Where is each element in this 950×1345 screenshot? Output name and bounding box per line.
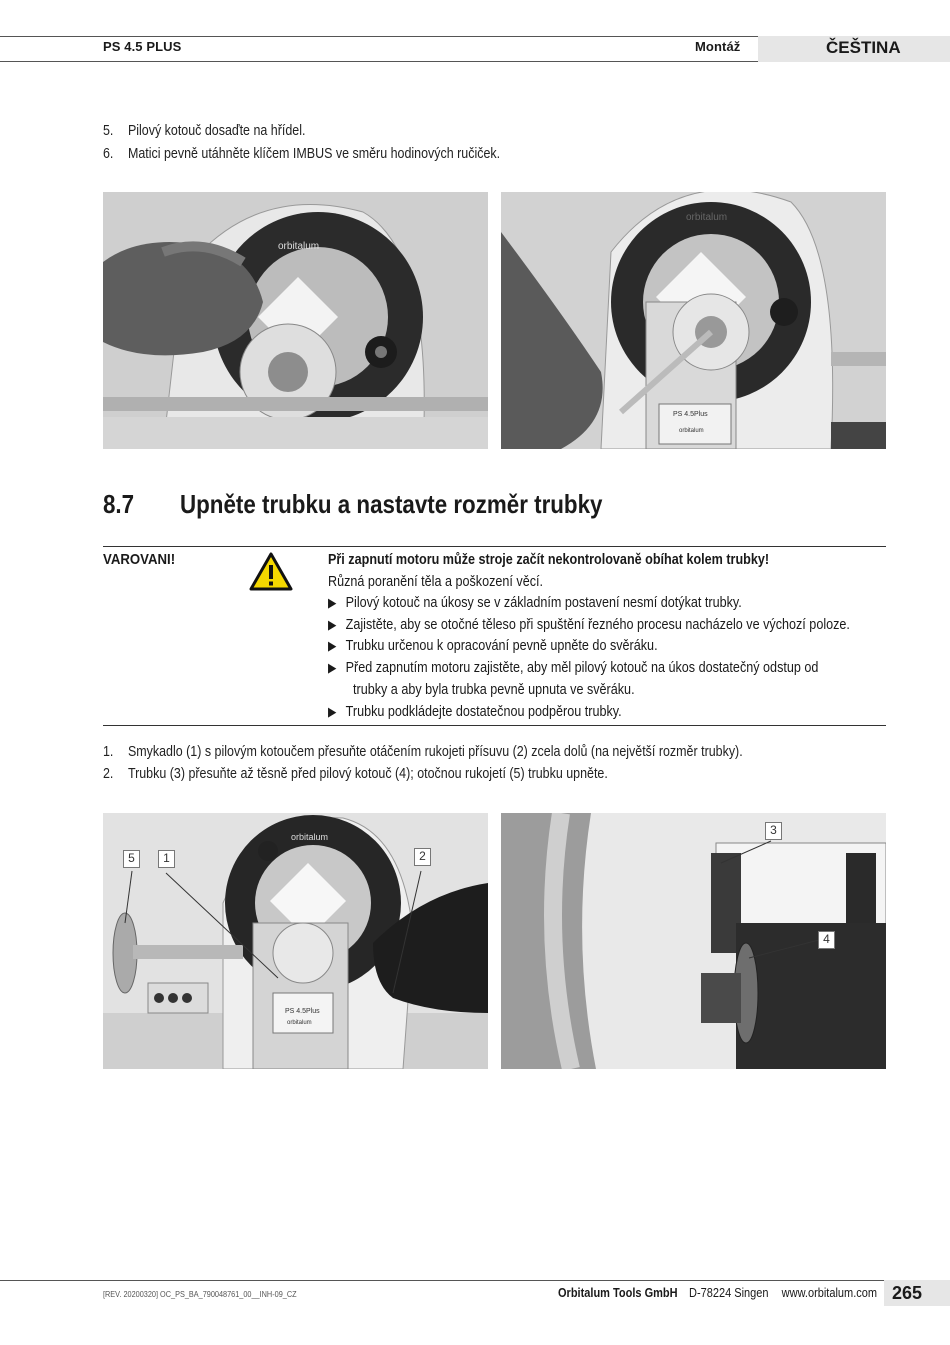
triangle-right-icon: ▶ [328,638,337,653]
footer-company-line [558,1286,877,1300]
header-section: Montáž [695,39,741,54]
plate-model: PS 4.5Plus [673,411,708,418]
warning-label: VAROVANI! [103,551,176,568]
photo-logo: orbitalum [291,832,329,842]
warning-bullet-text: Trubku určenou k opracování pevně upněte do svěráku. [345,637,658,654]
photo-nut-tightening [501,192,886,449]
footer-rule [0,1280,884,1281]
header-rule-bottom [0,61,758,62]
footer-company: Orbitalum Tools GmbH [558,1286,678,1300]
step-5 [103,123,305,139]
section-title: Upněte trubku a nastavte rozměr trubky [180,489,603,519]
step-2 [103,766,608,782]
callout-2: 2 [414,848,431,866]
footer-revision: [REV. 20200320] OC_PS_BA_790048761_00__INH-09_CZ [103,1289,297,1299]
footer-website: www.orbitalum.com [781,1286,878,1300]
header-rule-top [0,36,758,37]
warning-bullet [328,703,622,720]
header-language: ČEŠTINA [826,38,901,57]
triangle-right-icon: ▶ [328,660,337,675]
triangle-right-icon: ▶ [328,704,337,719]
photo-machine-overview [103,813,488,1069]
triangle-right-icon: ▶ [328,617,337,632]
warning-bullet [328,659,818,676]
plate-brand: orbitalum [679,428,704,434]
step-text: Pilový kotouč dosaďte na hřídel. [127,123,306,139]
step-text: Matici pevně utáhněte klíčem IMBUS ve směru hodinových ručiček. [127,146,501,162]
step-1 [103,744,743,760]
step-number: 6. [103,146,114,162]
warning-bullet [328,616,850,633]
warning-bullet-text: Pilový kotouč na úkosy se v základním postavení nesmí dotýkat trubky. [345,594,742,611]
step-number: 1. [103,744,114,760]
callout-5: 5 [123,850,140,868]
warning-triangle-icon [249,552,293,597]
step-text: Trubku (3) přesuňte až těsně před pilový kotouč (4); otočnou rukojetí (5) trubku upněte. [127,766,608,782]
photo-saw-blade-mounting [103,192,488,449]
plate-model: PS 4.5Plus [285,1008,320,1015]
warning-bullet-text: Před zapnutím motoru zajistěte, aby měl pilový kotouč na úkos dostatečný odstup od [345,659,819,676]
footer-address: D-78224 Singen [688,1286,769,1300]
callout-1: 1 [158,850,175,868]
warning-bullet-continuation: trubky a aby byla trubka pevně upnuta ve svěráku. [353,681,635,698]
warning-subline: Různá poranění těla a poškození věcí. [328,573,544,590]
step-number: 5. [103,123,114,139]
page-number: 265 [892,1283,923,1303]
triangle-right-icon: ▶ [328,595,337,610]
step-text: Smykadlo (1) s pilovým kotoučem přesuňte otáčením rukojeti přísuvu (2) zcela dolů (na největší rozměr trubky). [127,744,743,760]
section-number: 8.7 [103,489,135,519]
warning-rule-bottom [103,725,886,726]
callout-4: 4 [818,931,835,949]
warning-bullet-text: Trubku podkládejte dostatečnou podpěrou trubky. [345,703,622,720]
callout-3: 3 [765,822,782,840]
header-product: PS 4.5 PLUS [103,39,182,54]
warning-bullet [328,594,742,611]
photo-logo: orbitalum [686,212,728,223]
plate-brand: orbitalum [287,1020,312,1026]
warning-headline: Při zapnutí motoru může stroje začít nekontrolovaně obíhat kolem trubky! [328,551,770,568]
warning-bullet [328,637,658,654]
photo-logo: orbitalum [278,241,320,252]
step-number: 2. [103,766,114,782]
photo-pipe-detail [501,813,886,1069]
warning-bullet-text: Zajistěte, aby se otočné těleso při spuštění řezného procesu nacházelo ve výchozí poloze. [345,616,850,633]
step-6 [103,146,500,162]
warning-rule-top [103,546,886,547]
